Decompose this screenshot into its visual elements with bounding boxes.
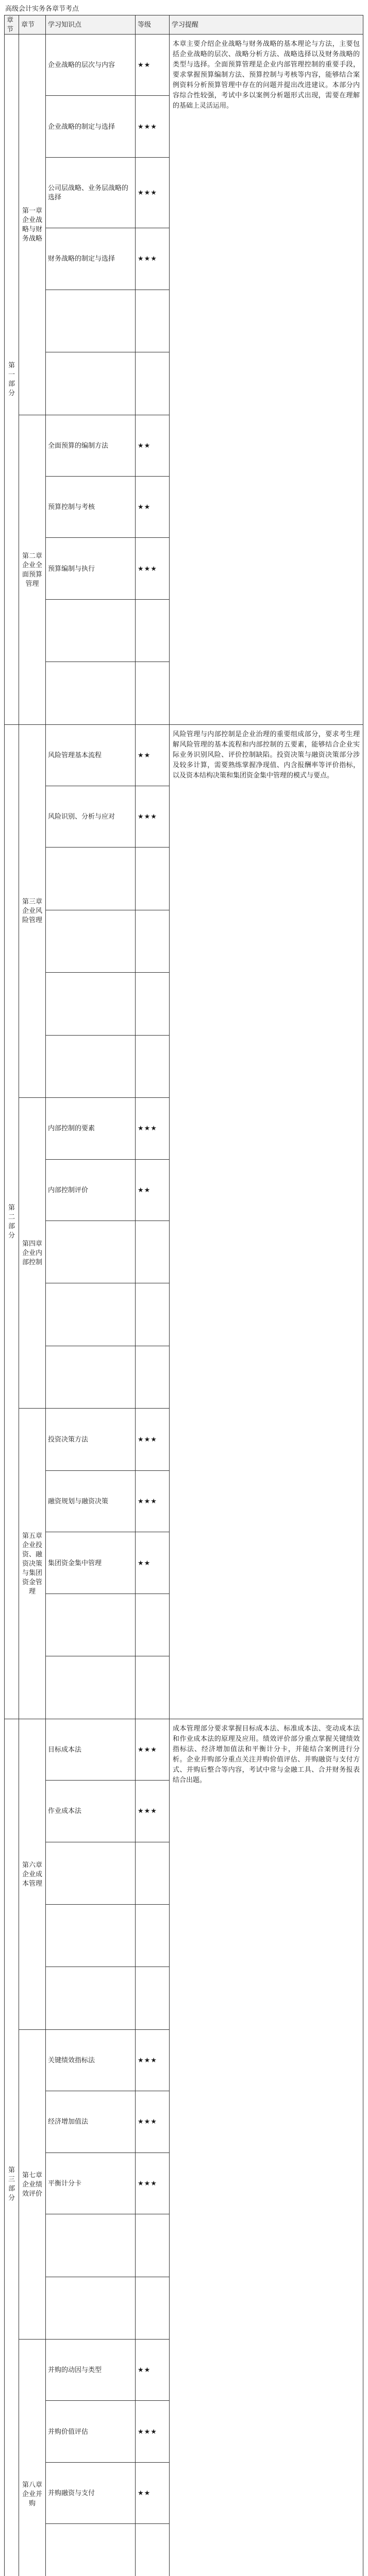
table-header — [5, 15, 363, 35]
point-cell — [46, 352, 136, 415]
point-cell: 风险识别、分析与应对 — [46, 786, 136, 848]
point-cell — [46, 1035, 136, 1097]
level-stars: ★★★ — [136, 1719, 170, 1780]
header-point: 学习知识点 — [46, 15, 136, 35]
point-cell — [46, 1656, 136, 1719]
level-stars — [136, 1656, 170, 1719]
point-cell — [46, 290, 136, 352]
header-tip: 学习提醒 — [170, 15, 363, 35]
chapter-cell: 第七章 企业绩效评价 — [19, 2029, 46, 2339]
level-stars — [136, 290, 170, 352]
point-cell — [46, 662, 136, 724]
table-body — [5, 35, 363, 2576]
part-cell: 第三部分 — [5, 1719, 19, 2576]
table-row — [5, 35, 363, 96]
chapter-cell: 第四章 企业内部控制 — [19, 1098, 46, 1409]
chapter-cell: 第三章 企业风险管理 — [19, 724, 46, 1098]
point-cell: 经济增加值法 — [46, 2091, 136, 2153]
chapter-cell: 第一章 企业战略与财务战略 — [19, 35, 46, 415]
point-cell: 预算编制与执行 — [46, 538, 136, 599]
level-stars: ★★★ — [136, 157, 170, 228]
level-stars — [136, 1221, 170, 1283]
level-stars: ★★★ — [136, 2091, 170, 2153]
level-stars: ★★ — [136, 724, 170, 786]
level-stars: ★★★ — [136, 96, 170, 157]
chapter-cell: 第八章 企业并购 — [19, 2339, 46, 2576]
point-cell — [46, 2524, 136, 2576]
level-stars: ★★ — [136, 2339, 170, 2400]
level-stars — [136, 1035, 170, 1097]
level-stars — [136, 352, 170, 415]
level-stars — [136, 662, 170, 724]
point-cell: 集团资金集中管理 — [46, 1532, 136, 1594]
study-tip-cell — [170, 1719, 363, 2576]
point-cell: 目标成本法 — [46, 1719, 136, 1780]
point-cell: 并购的动因与类型 — [46, 2339, 136, 2400]
level-stars — [136, 848, 170, 910]
level-stars: ★★ — [136, 1532, 170, 1594]
level-stars: ★★ — [136, 2462, 170, 2523]
level-stars: ★★★ — [136, 786, 170, 848]
point-cell: 内部控制评价 — [46, 1159, 136, 1221]
point-cell: 企业战略的制定与选择 — [46, 96, 136, 157]
chapter-cell: 第二章 企业全面预算管理 — [19, 415, 46, 724]
study-tip-text: 本章主要介绍企业战略与财务战略的基本理论与方法，主要包括企业战略的层次、战略分析方法、战略选择以及财务战略的类型与选择。全面预算管理是企业内部管理控制的重要手段，要求掌握预算编制方法、预算控制与考核等内容，能够结合案例资料分析预算管理中存在的问题并提出改进建议。本部分内容综合性较强，考试中多以案例分析题形式出现，需要在理解的基础上灵活运用。 — [173, 40, 360, 109]
table-caption: 高级会计实务各章节考点 — [5, 5, 79, 12]
level-stars: ★★★ — [136, 228, 170, 290]
point-cell — [46, 1967, 136, 2029]
study-tip-cell — [170, 724, 363, 1719]
level-stars — [136, 1967, 170, 2029]
point-cell: 财务战略的制定与选择 — [46, 228, 136, 290]
point-cell: 作业成本法 — [46, 1781, 136, 1842]
point-cell: 并购价值评估 — [46, 2401, 136, 2462]
point-cell — [46, 1842, 136, 1904]
point-cell — [46, 848, 136, 910]
level-stars — [136, 1346, 170, 1408]
table-row — [5, 724, 363, 786]
level-stars: ★★ — [136, 35, 170, 96]
point-cell: 企业战略的层次与内容 — [46, 35, 136, 96]
point-cell: 并购融资与支付 — [46, 2462, 136, 2523]
point-cell: 风险管理基本流程 — [46, 724, 136, 786]
level-stars — [136, 1842, 170, 1904]
part-cell: 第二部分 — [5, 724, 19, 1719]
point-cell — [46, 910, 136, 972]
level-stars: ★★★ — [136, 1409, 170, 1471]
study-tip-text: 成本管理部分要求掌握目标成本法、标准成本法、变动成本法和作业成本法的原理及应用。绩效评价部分重点掌握关键绩效指标法、经济增加值法和平衡计分卡，并能结合案例进行分析。企业并购部分重点关注并购价值评估、并购融资与支付方式、并购后整合等内容，考试中常与金融工具、合并财务报表结合出题。 — [173, 1724, 360, 1784]
level-stars — [136, 599, 170, 662]
study-tip-text: 风险管理与内部控制是企业治理的重要组成部分，要求考生理解风险管理的基本流程和内部控制的五要素，能够结合企业实际业务识别风险、评价控制缺陷。投资决策与融资决策部分涉及较多计算，需要熟练掌握净现值、内含报酬率等评价指标，以及资本结构决策和集团资金集中管理的模式与要点。 — [173, 730, 360, 779]
level-stars: ★★ — [136, 1159, 170, 1221]
level-stars — [136, 1283, 170, 1346]
point-cell: 关键绩效指标法 — [46, 2029, 136, 2091]
chapter-cell: 第五章 企业投资、融资决策与集团资金管理 — [19, 1409, 46, 1719]
level-stars — [136, 2524, 170, 2576]
level-stars: ★★★ — [136, 1098, 170, 1159]
point-cell — [46, 1283, 136, 1346]
level-stars — [136, 910, 170, 972]
point-cell — [46, 1346, 136, 1408]
point-cell — [46, 2277, 136, 2339]
level-stars — [136, 2277, 170, 2339]
header-part: 章节 — [5, 15, 19, 35]
level-stars: ★★★ — [136, 2401, 170, 2462]
part-cell: 第一部分 — [5, 35, 19, 725]
point-cell: 公司层战略、业务层战略的选择 — [46, 157, 136, 228]
knowledge-table — [4, 15, 363, 2576]
point-cell — [46, 2214, 136, 2277]
level-stars: ★★★ — [136, 1781, 170, 1842]
study-tip-cell — [170, 35, 363, 725]
header-chapter: 章节 — [19, 15, 46, 35]
point-cell — [46, 1594, 136, 1656]
point-cell — [46, 1904, 136, 1967]
level-stars: ★★★ — [136, 538, 170, 599]
header-level: 等级 — [136, 15, 170, 35]
level-stars: ★★ — [136, 476, 170, 537]
level-stars: ★★ — [136, 415, 170, 476]
point-cell — [46, 1221, 136, 1283]
level-stars — [136, 1594, 170, 1656]
point-cell: 全面预算的编制方法 — [46, 415, 136, 476]
level-stars — [136, 2214, 170, 2277]
level-stars: ★★★ — [136, 2153, 170, 2214]
level-stars — [136, 1904, 170, 1967]
table-row — [5, 1719, 363, 1780]
point-cell — [46, 599, 136, 662]
level-stars — [136, 973, 170, 1035]
point-cell: 融资规划与融资决策 — [46, 1471, 136, 1532]
level-stars: ★★★ — [136, 2029, 170, 2091]
point-cell: 投资决策方法 — [46, 1409, 136, 1471]
point-cell: 预算控制与考核 — [46, 476, 136, 537]
chapter-cell: 第六章 企业成本管理 — [19, 1719, 46, 2029]
point-cell — [46, 973, 136, 1035]
point-cell: 内部控制的要素 — [46, 1098, 136, 1159]
point-cell: 平衡计分卡 — [46, 2153, 136, 2214]
level-stars: ★★★ — [136, 1471, 170, 1532]
